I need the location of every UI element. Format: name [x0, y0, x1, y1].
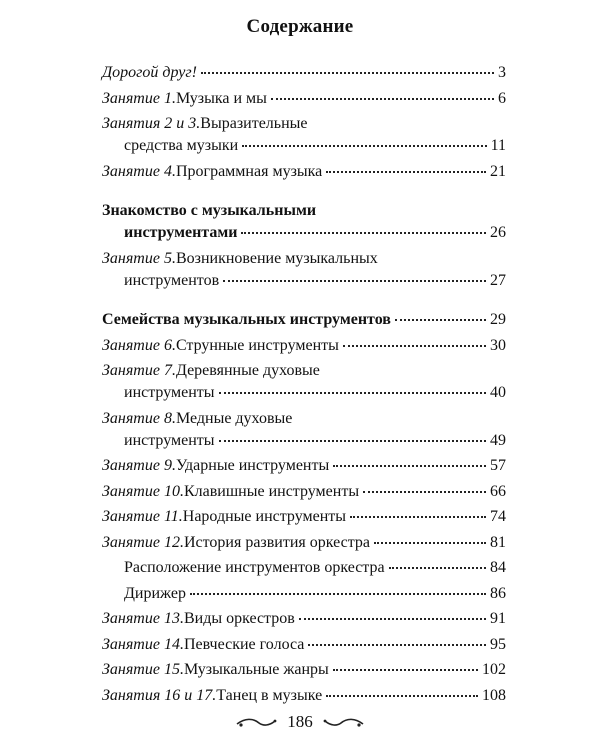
toc-entry-title: Деревянные духовые — [175, 362, 320, 379]
toc-entry[interactable] — [102, 248, 506, 292]
toc-entry-title: Ударные инструменты — [175, 457, 330, 474]
leader-dots — [343, 345, 486, 347]
toc-entry[interactable] — [102, 62, 506, 84]
toc-lesson-label: Занятие 12. — [102, 533, 184, 551]
toc-section-heading[interactable] — [102, 200, 506, 244]
toc-entry[interactable] — [102, 481, 506, 503]
toc-page-number: 26 — [490, 224, 506, 241]
toc-entry[interactable] — [102, 506, 506, 528]
toc-entry-title: Музыка и мы — [175, 89, 267, 107]
toc-page-number: 102 — [482, 661, 506, 678]
toc-section-heading[interactable] — [102, 309, 506, 331]
toc-page-number: 108 — [482, 686, 506, 704]
toc-entry-title: Расположение инструментов оркестра — [124, 559, 385, 576]
toc-page-number: 27 — [490, 271, 506, 289]
leader-dots — [219, 440, 486, 442]
toc-lesson-label: Занятие 8. — [102, 409, 176, 427]
toc-lesson-label: Занятие 7. — [102, 362, 176, 379]
leader-dots — [389, 567, 486, 569]
toc-page-number: 11 — [490, 137, 506, 154]
toc-entry[interactable] — [102, 685, 506, 707]
toc-entry-title: История развития оркестра — [183, 533, 371, 551]
toc-lesson-label: Занятие 10. — [102, 482, 184, 500]
toc-page-number: 74 — [490, 508, 506, 525]
toc-page-number: 49 — [490, 431, 506, 449]
leader-dots — [223, 280, 486, 282]
toc-page-number: 3 — [498, 64, 506, 81]
section-title: Знакомство с музыкальными — [102, 202, 317, 219]
toc-page-number: 81 — [490, 533, 506, 551]
toc-entry-title: Струнные инструменты — [175, 336, 339, 354]
ornament-left-icon — [235, 715, 279, 729]
toc-entry-title-continued: инструменты — [124, 384, 215, 401]
toc-page-number: 84 — [490, 559, 506, 576]
toc-lesson-label: Занятие 15. — [102, 661, 184, 678]
leader-dots — [326, 695, 478, 697]
toc-lesson-label: Занятия 2 и 3. — [102, 115, 201, 132]
leader-dots — [241, 232, 486, 234]
leader-dots — [271, 98, 494, 100]
toc-entry[interactable] — [102, 360, 506, 404]
toc-page-number: 57 — [490, 457, 506, 474]
toc-lesson-label: Занятие 4. — [102, 162, 176, 180]
toc-lesson-label: Занятие 11. — [102, 508, 183, 525]
leader-dots — [201, 72, 494, 74]
leader-dots — [326, 171, 486, 173]
toc-entry-title: Клавишные инструменты — [183, 482, 360, 500]
toc-entry-title: Танец в музыке — [216, 686, 323, 704]
toc-entry[interactable] — [102, 455, 506, 477]
toc-entry[interactable] — [102, 659, 506, 681]
toc-entry[interactable] — [102, 335, 506, 357]
leader-dots — [299, 618, 486, 620]
section-title: Семейства музыкальных инструментов — [102, 311, 391, 328]
toc-page-number: 86 — [490, 584, 506, 602]
toc-entry[interactable] — [102, 161, 506, 183]
toc-subentry[interactable] — [102, 583, 506, 605]
toc-entry-title: Медные духовые — [175, 409, 293, 427]
toc-page-number: 30 — [490, 336, 506, 354]
toc-lesson-label: Занятия 16 и 17. — [102, 686, 217, 704]
leader-dots — [395, 319, 486, 321]
leader-dots — [333, 669, 478, 671]
toc-lesson-label: Занятие 6. — [102, 336, 176, 354]
page-footer — [0, 712, 600, 732]
toc-entry-title-continued: средства музыки — [124, 137, 239, 154]
toc-page-number: 40 — [490, 384, 506, 401]
toc-entry-title-continued: инструменты — [124, 431, 215, 449]
toc-page-number: 95 — [490, 635, 506, 653]
leader-dots — [350, 516, 486, 518]
leader-dots — [363, 491, 486, 493]
toc-page-number: 21 — [490, 162, 506, 180]
toc-entry[interactable] — [102, 608, 506, 630]
toc-subentry[interactable] — [102, 557, 506, 579]
section-title-continued: инструментами — [124, 224, 238, 241]
toc-entry-title: Виды оркестров — [183, 610, 295, 627]
leader-dots — [333, 465, 486, 467]
toc-page-number: 6 — [498, 89, 506, 107]
leader-dots — [190, 593, 486, 595]
toc-entry[interactable] — [102, 634, 506, 656]
toc-entry-title: Музыкальные жанры — [183, 661, 329, 678]
leader-dots — [308, 644, 486, 646]
toc-entry-title: Программная музыка — [175, 162, 323, 180]
toc-entry[interactable] — [102, 88, 506, 110]
table-of-contents — [102, 62, 506, 710]
page-title: Содержание — [246, 16, 354, 37]
toc-entry[interactable] — [102, 532, 506, 554]
toc-entry[interactable] — [102, 113, 506, 157]
toc-entry-title: Возникновение музыкальных — [175, 249, 378, 267]
leader-dots — [374, 542, 486, 544]
toc-entry-title: Певческие голоса — [183, 635, 305, 653]
toc-entry-title: Дирижер — [124, 584, 186, 602]
toc-page-number: 66 — [490, 482, 506, 500]
toc-page-number: 91 — [490, 610, 506, 627]
toc-entry-label: Дорогой друг! — [102, 64, 197, 81]
toc-lesson-label: Занятие 5. — [102, 249, 176, 267]
toc-lesson-label: Занятие 1. — [102, 89, 176, 107]
toc-entry-title-continued: инструментов — [124, 271, 220, 289]
toc-lesson-label: Занятие 14. — [102, 635, 184, 653]
toc-entry[interactable] — [102, 408, 506, 452]
toc-entry-title: Выразительные — [200, 115, 308, 132]
leader-dots — [242, 145, 486, 147]
toc-lesson-label: Занятие 13. — [102, 610, 184, 627]
toc-lesson-label: Занятие 9. — [102, 457, 176, 474]
leader-dots — [219, 392, 486, 394]
toc-entry-title: Народные инструменты — [182, 508, 347, 525]
ornament-right-icon — [321, 715, 365, 729]
toc-page-number: 29 — [490, 311, 506, 328]
page-number: 186 — [287, 712, 313, 731]
